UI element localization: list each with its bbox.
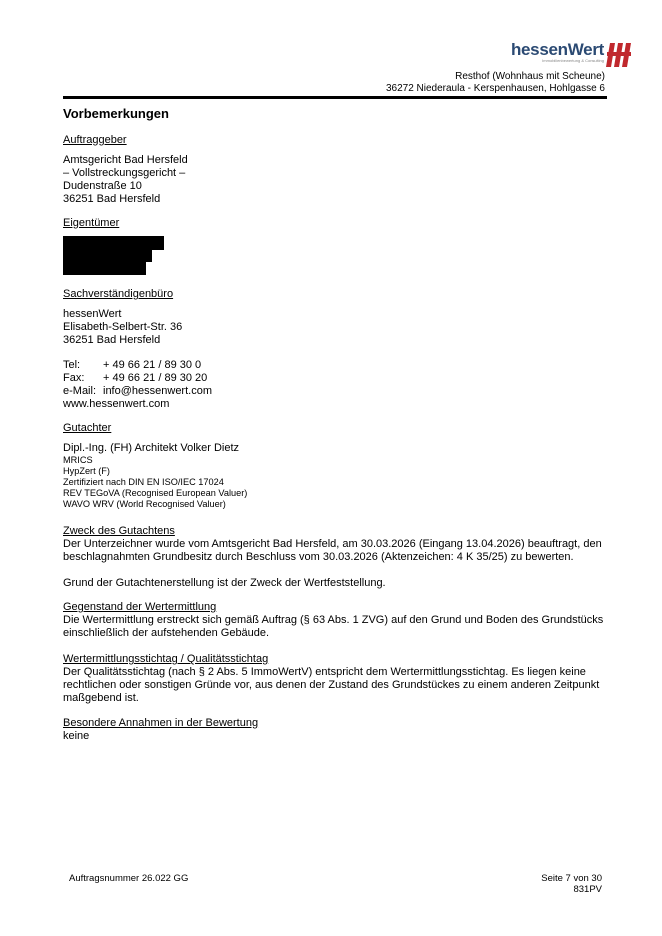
gutachter-qualification: MRICS (63, 455, 93, 465)
zweck-section (63, 525, 611, 590)
annahmen-heading: Besondere Annahmen in der Bewertung (63, 717, 259, 729)
footer-order-number: Auftragsnummer 26.022 GG (69, 873, 189, 884)
gegenstand-section (63, 601, 611, 640)
buero-heading: Sachverständigenbüro (63, 288, 174, 300)
tel-value: + 49 66 21 / 89 30 0 (103, 359, 202, 371)
document-code: 831PV (573, 884, 602, 895)
buero-line: Elisabeth-Selbert-Str. 36 (63, 321, 183, 333)
gutachter-section (63, 422, 247, 510)
buero-line: hessenWert (63, 308, 122, 320)
buero-section (63, 288, 212, 411)
contact-table (63, 359, 212, 398)
annahmen-text: keine (63, 730, 90, 742)
gutachter-qualification: WAVO WRV (World Recognised Valuer) (63, 499, 226, 509)
auftraggeber-line: 36251 Bad Hersfeld (63, 193, 161, 205)
website-link[interactable]: www.hessenwert.com (63, 398, 170, 410)
logo-text: hessenWert (510, 40, 604, 59)
stichtag-section (63, 653, 611, 705)
gutachter-qualification: HypZert (F) (63, 466, 110, 476)
buero-line: 36251 Bad Hersfeld (63, 334, 161, 346)
auftraggeber-line: – Vollstreckungsgericht – (63, 167, 186, 179)
header-rule (63, 96, 607, 99)
header-address: 36272 Niederaula - Kerspenhausen, Hohlgasse 6 (385, 83, 605, 94)
stichtag-heading: Wertermittlungsstichtag / Qualitätsstichtag (63, 653, 269, 665)
redaction-block (63, 236, 164, 250)
stichtag-text: Der Qualitätsstichtag (nach § 2 Abs. 5 ImmoWertV) entspricht dem Wertermittlungsstichtag. Es liegen keine rechtlichen oder sonstigen Gründe vor, aus denen der Zustand des Grundstückes zu einem anderen Zeitpunkt maßgebend ist. (63, 666, 600, 704)
logo-subtitle: Immobilienbewertung & Consulting (542, 58, 604, 63)
gutachter-heading: Gutachter (63, 422, 112, 434)
fax-label: Fax: (63, 372, 85, 384)
redaction-block (63, 261, 146, 275)
gegenstand-heading: Gegenstand der Wertermittlung (63, 601, 217, 613)
footer-page-number (541, 873, 602, 895)
annahmen-section (63, 717, 611, 743)
gegenstand-text: Die Wertermittlung erstreckt sich gemäß Auftrag (§ 63 Abs. 1 ZVG) auf den Grund und Boden des Grundstücks einschließlich der aufstehenden Gebäude. (63, 614, 604, 639)
gutachter-qualification: Zertifiziert nach DIN EN ISO/IEC 17024 (63, 477, 224, 487)
header-object: Resthof (Wohnhaus mit Scheune) (455, 71, 605, 82)
auftraggeber-line: Dudenstraße 10 (63, 180, 142, 192)
zweck-text: Der Unterzeichner wurde vom Amtsgericht Bad Hersfeld, am 30.03.2026 (Eingang 13.04.2026) beauftragt, den beschlagnahmten Grundbesitz durch Beschluss vom 30.03.2026 (Aktenzeichen: 4 K 35/25) zu bewerten. (63, 538, 602, 563)
auftraggeber-line: Amtsgericht Bad Hersfeld (63, 154, 188, 166)
auftraggeber-heading: Auftraggeber (63, 134, 127, 146)
logo-mark-icon (606, 43, 634, 67)
page-number: Seite 7 von 30 (541, 873, 602, 884)
page-title: Vorbemerkungen (63, 106, 169, 121)
email-link[interactable]: info@hessenwert.com (103, 385, 212, 397)
fax-value: + 49 66 21 / 89 30 20 (103, 372, 208, 384)
zweck-text-2: Grund der Gutachtenerstellung ist der Zweck der Wertfeststellung. (63, 577, 386, 589)
tel-label: Tel: (63, 359, 81, 371)
eigentuemer-heading: Eigentümer (63, 217, 120, 229)
auftraggeber-section (63, 134, 188, 206)
gutachter-name: Dipl.-Ing. (FH) Architekt Volker Dietz (63, 442, 240, 454)
company-logo (511, 40, 604, 63)
email-label: e-Mail: (63, 385, 97, 397)
zweck-heading: Zweck des Gutachtens (63, 525, 175, 537)
gutachter-qualification: REV TEGoVA (Recognised European Valuer) (63, 488, 248, 498)
